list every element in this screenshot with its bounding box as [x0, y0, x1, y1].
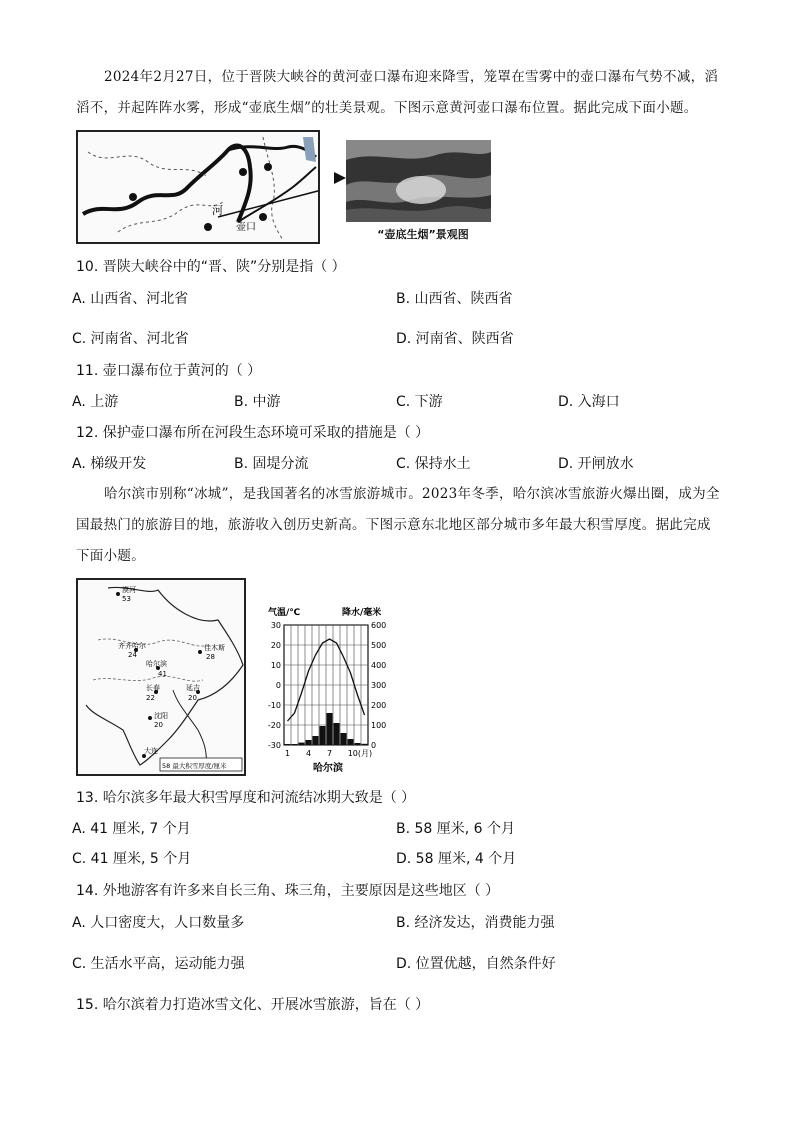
chart-tick-x: 1: [284, 749, 291, 758]
city-value-changchun: 22: [146, 694, 155, 702]
q10-option-a[interactable]: A. 山西省、河北省: [72, 291, 189, 307]
northeast-snow-map: [76, 578, 246, 776]
precip-bar: [362, 744, 368, 745]
chart-tick-right: 400: [371, 661, 387, 670]
q14-option-a[interactable]: A. 人口密度大，人口数量多: [72, 915, 245, 931]
chart-tick-right: 200: [371, 701, 387, 710]
harbin-climate-svg: [258, 605, 398, 775]
chart-tick-left: -10: [267, 701, 281, 710]
chart-ylabel-left: 气温/℃: [268, 608, 301, 618]
q12-option-d[interactable]: D. 开闸放水: [558, 456, 634, 472]
precip-bar: [313, 736, 319, 745]
chart-tick-x: 4: [305, 749, 312, 758]
q14-option-b[interactable]: B. 经济发达，消费能力强: [396, 915, 555, 931]
city-label-shenyang: 沈阳: [154, 712, 168, 720]
chart-tick-left: -20: [267, 721, 281, 730]
yellow-river-map-drawing: [78, 132, 318, 242]
city-label-yanji: 延吉: [186, 684, 200, 692]
precip-bar: [306, 740, 312, 745]
chart-tick-right: 300: [371, 681, 387, 690]
q10-option-b[interactable]: B. 山西省、陕西省: [396, 291, 513, 307]
precip-bar: [341, 733, 347, 745]
q13-option-a[interactable]: A. 41 厘米, 7 个月: [72, 821, 191, 837]
chart-tick-x: 10(月): [347, 749, 373, 758]
yellow-river-map: [76, 130, 320, 244]
precip-bar: [327, 713, 333, 745]
question-10-stem: 10. 晋陕大峡谷中的“晋、陕”分别是指（ ）: [76, 259, 346, 275]
chart-tick-left: 20: [270, 641, 281, 650]
question-11-stem: 11. 壶口瀑布位于黄河的（ ）: [76, 363, 262, 379]
city-value-harbin: 41: [158, 670, 167, 678]
chart-tick-left: -30: [267, 741, 281, 750]
chart-tick-x: 7: [326, 749, 333, 758]
city-label-harbin: 哈尔滨: [146, 660, 167, 668]
question-14-stem: 14. 外地游客有许多来自长三角、珠三角，主要原因是这些地区（ ）: [76, 883, 500, 899]
chart-ylabel-right: 降水/毫米: [342, 608, 382, 618]
q14-option-d[interactable]: D. 位置优越，自然条件好: [396, 956, 556, 972]
q13-option-b[interactable]: B. 58 厘米, 6 个月: [396, 821, 516, 837]
question-13-stem: 13. 哈尔滨多年最大积雪厚度和河流结冰期大致是（ ）: [76, 790, 416, 806]
passage-hukou: 2024年2月27日，位于晋陕大峡谷的黄河壶口瀑布迎来降雪，笼罩在雪雾中的壶口瀑布气势不减，滔滔不，并起阵阵水雾，形成“壶底生烟”的壮美景观。下图示意黄河壶口瀑布位置。据此完成下面小题。: [76, 69, 719, 116]
chart-tick-left: 10: [270, 661, 281, 670]
q10-option-c[interactable]: C. 河南省、河北省: [72, 331, 189, 347]
q12-option-b[interactable]: B. 固堤分流: [234, 456, 309, 472]
question-15-stem: 15. 哈尔滨着力打造冰雪文化、开展冰雪旅游，旨在（ ）: [76, 997, 430, 1013]
precip-bar: [292, 744, 298, 745]
chart-tick-right: 0: [371, 741, 377, 750]
city-value-yanji: 20: [188, 694, 197, 702]
q12-option-a[interactable]: A. 梯级开发: [72, 456, 147, 472]
city-value-mohe: 53: [122, 595, 131, 603]
q12-option-c[interactable]: C. 保持水土: [396, 456, 471, 472]
precip-bar: [334, 723, 340, 745]
q11-option-c[interactable]: C. 下游: [396, 394, 443, 410]
precip-bar: [320, 726, 326, 745]
harbin-climate-chart: [258, 605, 398, 775]
chart-tick-left: 30: [270, 621, 281, 630]
city-label-qiqihar: 齐齐哈尔: [118, 642, 146, 650]
northeast-map-drawing: [78, 580, 244, 774]
hukou-waterfall-photo: [346, 140, 491, 222]
q10-option-d[interactable]: D. 河南省、陕西省: [396, 331, 514, 347]
city-value-shenyang: 20: [154, 721, 163, 729]
photo-caption: “壶底生烟”景观图: [377, 228, 469, 241]
passage-harbin: 哈尔滨市别称“冰城”，是我国著名的冰雪旅游城市。2023年冬季，哈尔滨冰雪旅游火爆出圈，成为全国最热门的旅游目的地，旅游收入创历史新高。下图示意东北地区部分城市多年最大积雪厚度。据此完成下面小题。: [76, 486, 720, 564]
map2-legend: 58 最大积雪厚度/厘米: [162, 762, 227, 770]
city-value-qiqihar: 24: [128, 651, 137, 659]
map1-label-he: 河: [212, 204, 223, 217]
waterfall-photo-image: [346, 140, 491, 222]
precip-bar: [299, 743, 305, 745]
chart-tick-right: 100: [371, 721, 387, 730]
city-label-dalian: 大连: [144, 747, 158, 755]
chart-tick-left: 0: [275, 681, 281, 690]
q11-option-b[interactable]: B. 中游: [234, 394, 281, 410]
precip-bar: [348, 739, 354, 745]
chart-tick-right: 500: [371, 641, 387, 650]
arrow-icon: [316, 170, 346, 186]
q11-option-d[interactable]: D. 入海口: [558, 394, 620, 410]
q11-option-a[interactable]: A. 上游: [72, 394, 119, 410]
city-label-jiamusi: 佳木斯: [204, 644, 225, 652]
city-label-changchun: 长春: [146, 684, 160, 692]
city-label-mohe: 漠河: [122, 586, 136, 594]
q13-option-c[interactable]: C. 41 厘米, 5 个月: [72, 851, 192, 867]
q14-option-c[interactable]: C. 生活水平高，运动能力强: [72, 956, 245, 972]
q13-option-d[interactable]: D. 58 厘米, 4 个月: [396, 851, 517, 867]
chart-tick-right: 600: [371, 621, 387, 630]
chart-title: 哈尔滨: [313, 763, 343, 774]
question-12-stem: 12. 保护壶口瀑布所在河段生态环境可采取的措施是（ ）: [76, 425, 430, 441]
city-value-jiamusi: 28: [206, 653, 215, 661]
map1-label-hukou: 壶口: [236, 222, 256, 233]
precip-bar: [355, 743, 361, 745]
precip-bar: [285, 744, 291, 745]
